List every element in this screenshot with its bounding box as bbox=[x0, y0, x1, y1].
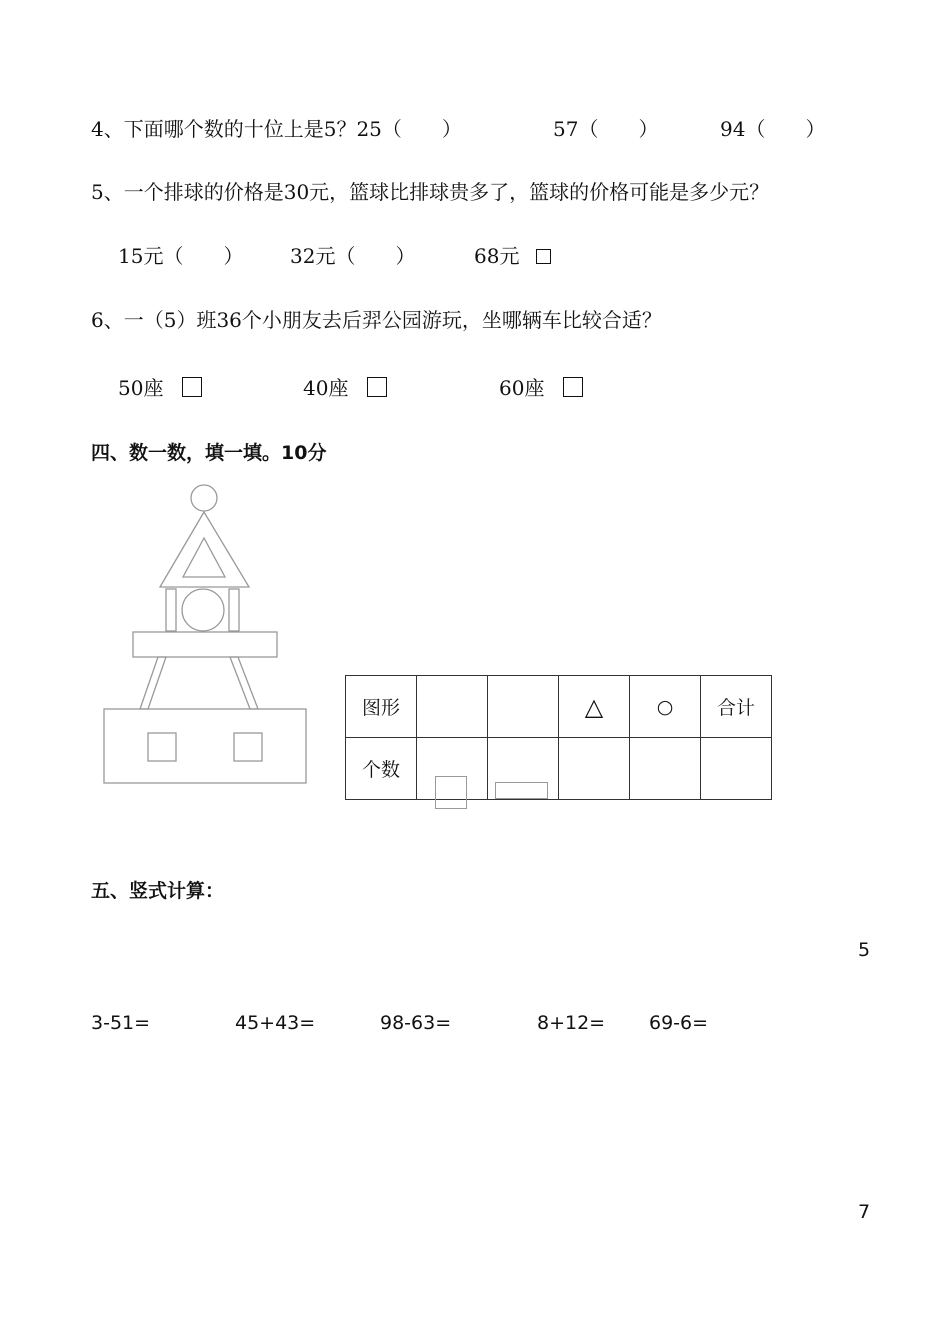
count-cell-square[interactable] bbox=[417, 738, 488, 800]
base-right-square-icon bbox=[234, 733, 262, 761]
count-cell-circle[interactable] bbox=[630, 738, 701, 800]
triangle-icon: △ bbox=[584, 692, 604, 721]
table-header-cell-total: 合计 bbox=[701, 676, 772, 738]
stray-number-bottom: 7 bbox=[858, 1201, 871, 1223]
question-5-option-68-label: 68元 bbox=[474, 244, 520, 268]
stray-number-top: 5 bbox=[858, 939, 871, 961]
table-header-cell-shape: 图形 bbox=[346, 676, 417, 738]
table-count-row bbox=[346, 738, 772, 800]
left-leg-icon bbox=[140, 657, 166, 709]
large-triangle-icon bbox=[160, 512, 249, 587]
question-6-text: 6、一（5）班36个小朋友去后羿公园游玩，坐哪辆车比较合适？ bbox=[91, 308, 662, 332]
square-icon bbox=[435, 776, 467, 809]
problem-3: 98-63= bbox=[380, 1012, 452, 1034]
table-header-row bbox=[346, 676, 772, 738]
base-left-square-icon bbox=[148, 733, 176, 761]
base-rect-icon bbox=[104, 709, 306, 783]
option-60-label: 60座 bbox=[499, 376, 545, 400]
answer-checkbox-icon[interactable] bbox=[367, 377, 387, 397]
count-cell-rectangle[interactable] bbox=[488, 738, 559, 800]
answer-checkbox-icon[interactable] bbox=[536, 249, 551, 264]
count-cell-total[interactable] bbox=[701, 738, 772, 800]
small-triangle-icon bbox=[183, 538, 225, 577]
question-4-text: 4、下面哪个数的十位上是5？25（ ） bbox=[91, 117, 462, 141]
platform-rect-icon bbox=[133, 632, 277, 657]
shape-count-table bbox=[345, 675, 772, 800]
question-4-option-94: 94（ ） bbox=[720, 117, 826, 141]
question-6-option-60 bbox=[499, 372, 583, 401]
shape-tower-figure bbox=[0, 0, 330, 800]
circle-icon: ○ bbox=[656, 695, 674, 718]
middle-circle-icon bbox=[182, 589, 224, 631]
count-cell-triangle[interactable] bbox=[559, 738, 630, 800]
question-5-text: 5、一个排球的价格是30元，篮球比排球贵多了，篮球的价格可能是多少元？ bbox=[91, 180, 770, 204]
option-40-label: 40座 bbox=[303, 376, 349, 400]
option-50-label: 50座 bbox=[118, 376, 164, 400]
table-header-cell-triangle bbox=[559, 676, 630, 738]
table-header-cell-circle bbox=[630, 676, 701, 738]
right-leg-icon bbox=[230, 657, 258, 709]
table-header-cell-blank-2 bbox=[488, 676, 559, 738]
problem-2: 45+43= bbox=[235, 1012, 316, 1034]
table-header-cell-blank-1 bbox=[417, 676, 488, 738]
section-4-title: 四、数一数，填一填。10分 bbox=[91, 442, 327, 464]
question-5-option-32: 32元（ ） bbox=[290, 244, 416, 268]
section-5-title: 五、竖式计算： bbox=[91, 880, 225, 902]
right-pillar-rect-icon bbox=[229, 589, 239, 631]
table-row-label-count: 个数 bbox=[346, 738, 417, 800]
problem-5: 69-6= bbox=[649, 1012, 709, 1034]
top-circle-icon bbox=[191, 485, 217, 511]
question-4-option-57: 57（ ） bbox=[553, 117, 659, 141]
left-pillar-rect-icon bbox=[166, 589, 176, 631]
question-5-option-68 bbox=[474, 240, 551, 269]
problem-4: 8+12= bbox=[537, 1012, 606, 1034]
answer-checkbox-icon[interactable] bbox=[563, 377, 583, 397]
rectangle-icon bbox=[495, 782, 548, 799]
question-5-option-15: 15元（ ） bbox=[118, 244, 244, 268]
problem-1: 3-51= bbox=[91, 1012, 151, 1034]
